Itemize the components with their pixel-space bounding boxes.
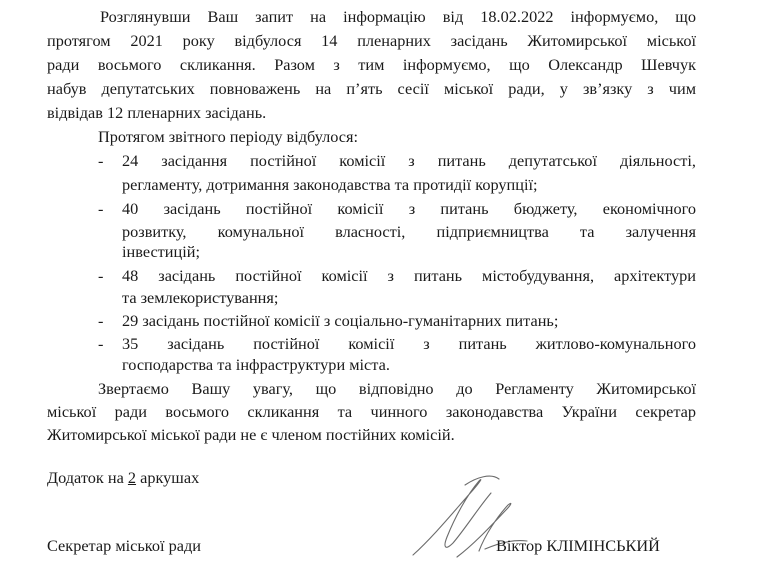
- attachment-prefix: Додаток на: [47, 468, 128, 487]
- list-item-text: регламенту, дотримання законодавства та протидії корупції;: [122, 175, 538, 194]
- text-line: міської ради восьмого скликання та чинного законодавства України секретар: [47, 402, 696, 421]
- list-item-text: господарства та інфраструктури міста.: [122, 355, 390, 374]
- list-item-text: розвитку, комунальної власності, підприємництва та залучення: [122, 222, 696, 241]
- list-item-text: 48 засідань постійної комісії з питань містобудування, архітектури: [122, 266, 696, 285]
- list-item-text: інвестицій;: [122, 242, 200, 261]
- text-line: Розглянувши Ваш запит на інформацію від 18.02.2022 інформуємо, що: [100, 7, 696, 26]
- text-line: Звертаємо Вашу увагу, що відповідно до Регламенту Житомирської: [98, 379, 696, 398]
- list-item-text: 24 засідання постійної комісії з питань депутатської діяльності,: [122, 151, 696, 170]
- list-dash: -: [98, 151, 104, 170]
- text-line: ради восьмого скликання. Разом з тим інформуємо, що Олександр Шевчук: [47, 55, 696, 74]
- signatory-name: Віктор КЛІМІНСЬКИЙ: [496, 536, 660, 555]
- list-dash: -: [98, 199, 104, 218]
- list-item-text: 29 засідань постійної комісії з соціально-гуманітарних питань;: [122, 311, 559, 330]
- attachment-suffix: аркушах: [136, 468, 200, 487]
- list-item-text: та землекористування;: [122, 288, 279, 307]
- list-dash: -: [98, 334, 104, 353]
- signatory-title: Секретар міської ради: [47, 536, 201, 555]
- attachment-count: 2: [127, 468, 137, 487]
- text-line: відвідав 12 пленарних засідань.: [47, 103, 267, 122]
- text-line: набув депутатських повноважень на п’ять сесії міської ради, у зв’язку з чим: [47, 79, 696, 98]
- text-line: Житомирської міської ради не є членом постійних комісій.: [47, 425, 455, 444]
- attachment-note: [47, 468, 199, 488]
- list-item-text: 35 засідань постійної комісії з питань житлово-комунального: [122, 334, 696, 353]
- list-item-text: 40 засідань постійної комісії з питань бюджету, економічного: [122, 199, 696, 218]
- period-intro: Протягом звітного періоду відбулося:: [98, 127, 359, 146]
- list-dash: -: [98, 311, 104, 330]
- text-line: протягом 2021 року відбулося 14 пленарних засідань Житомирської міської: [47, 31, 696, 50]
- list-dash: -: [98, 266, 104, 285]
